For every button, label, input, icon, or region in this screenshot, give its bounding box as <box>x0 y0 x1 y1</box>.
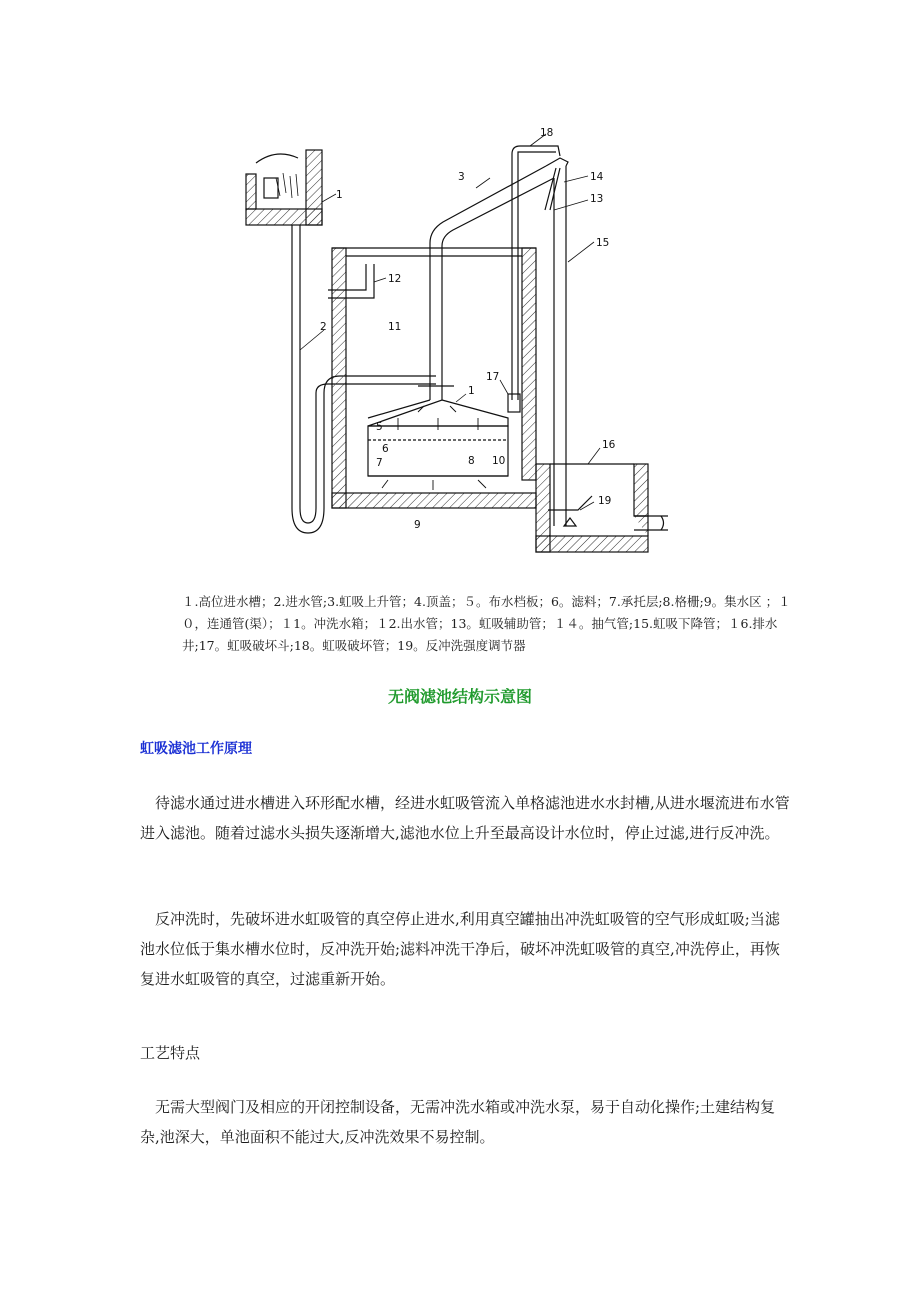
label-2: 2 <box>320 321 327 333</box>
section-heading: 虹吸滤池工作原理 <box>140 741 252 757</box>
label-19: 19 <box>598 495 612 507</box>
label-15: 15 <box>596 237 610 249</box>
label-14: 14 <box>590 171 604 183</box>
siphon-descending-pipe <box>554 166 566 526</box>
paragraph-1: 待滤水通过进水槽进入环形配水槽，经进水虹吸管流入单格滤池进水水封槽,从进水堰流进布水管进入滤池。随着过滤水头损失逐渐增大,滤池水位上升至最高设计水位时，停止过滤,进行反冲洗。 <box>140 794 790 842</box>
label-13: 13 <box>590 193 604 205</box>
label-1-tank: 1 <box>336 189 343 201</box>
label-10: 10 <box>492 455 506 467</box>
inlet-pipe <box>292 225 436 533</box>
paragraph-3: 无需大型阀门及相应的开闭控制设备，无需冲洗水箱或冲洗水泵，易于自动化操作;土建结构复杂,池深大，单池面积不能过大,反冲洗效果不易控制。 <box>140 1098 776 1146</box>
label-1-hood: 1 <box>468 385 475 397</box>
label-3: 3 <box>458 171 465 183</box>
bottom-slab <box>332 493 536 508</box>
figure-caption: １.高位进水槽；2.进水管;3.虹吸上升管；4.顶盖；５。布水档板；6。滤料；7.承托层;8.格栅;9。集水区 ；１０，连通管(渠）；１1。冲洗水箱；１2.出水管；13。虹吸辅助管；１４。抽气管;15.虹吸下降管；１6.排水井;17。虹吸破坏斗;18。虹吸破坏管；19。反冲洗强度调节器 <box>182 594 791 653</box>
label-16: 16 <box>602 439 616 451</box>
label-12: 12 <box>388 273 402 285</box>
figure-title: 无阀滤池结构示意图 <box>387 687 532 706</box>
label-5: 5 <box>376 421 383 433</box>
label-8: 8 <box>468 455 475 467</box>
label-17: 17 <box>486 371 500 383</box>
label-6: 6 <box>382 443 389 455</box>
label-9: 9 <box>414 519 421 531</box>
subheading: 工艺特点 <box>140 1044 201 1062</box>
left-wall <box>332 248 346 508</box>
label-11: 11 <box>388 321 402 333</box>
inlet-tank-floor <box>246 209 322 225</box>
paragraph-2: 反冲洗时，先破坏进水虹吸管的真空停止进水,利用真空罐抽出冲洗虹吸管的空气形成虹吸;当滤池水位低于集水槽水位时，反冲洗开始;滤料冲洗干净后，破坏冲洗虹吸管的真空,冲洗停止，再恢复进水虹吸管的真空，过滤重新开始。 <box>140 910 780 988</box>
right-wall <box>522 248 536 480</box>
filter-media <box>368 426 508 476</box>
filter-structure-diagram <box>228 118 678 566</box>
label-18: 18 <box>540 127 554 139</box>
label-7: 7 <box>376 457 383 469</box>
